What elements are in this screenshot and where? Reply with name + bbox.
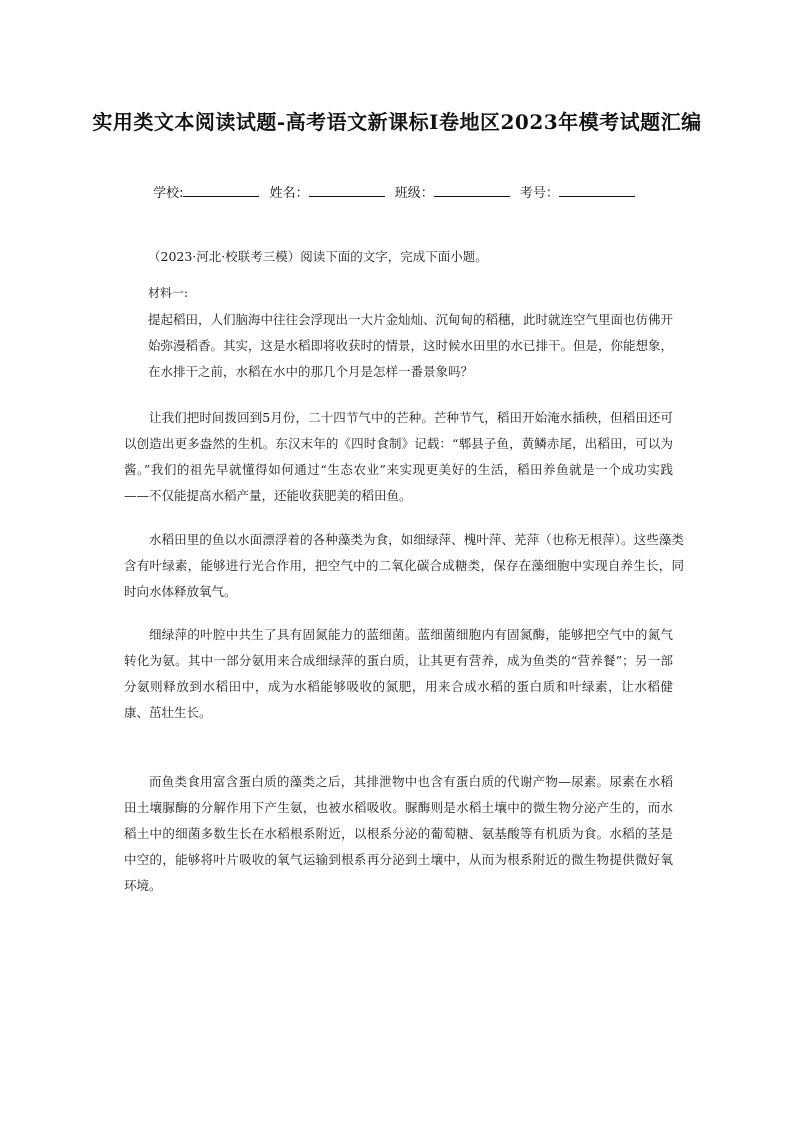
question-intro: （2023·河北·校联考三模）阅读下面的文字，完成下面小题。 xyxy=(148,249,488,264)
exam-number-label: 考号： xyxy=(519,186,559,201)
student-info-line xyxy=(0,182,794,201)
name-blank[interactable] xyxy=(309,184,385,197)
page-title: 实用类文本阅读试题-高考语文新课标Ⅰ卷地区2023年模考试题汇编 xyxy=(92,110,702,134)
paragraph-4: 细绿萍的叶腔中共生了具有固氮能力的蓝细菌。蓝细菌细胞内有固氮酶，能够把空气中的氮气转化为氨。其中一部分氨用来合成细绿萍的蛋白质，让其更有营养，成为鱼类的“营养餐”；另一部分氨则释放到水稻田中，成为水稻能够吸收的氮肥，用来合成水稻的蛋白质和叶绿素，让水稻健康、茁壮生长。 xyxy=(124,627,673,720)
school-blank[interactable] xyxy=(183,184,259,197)
class-label: 班级： xyxy=(394,186,434,201)
paragraph-1: 提起稻田，人们脑海中往往会浮现出一大片金灿灿、沉甸甸的稻穗，此时就连空气里面也仿佛开始弥漫稻香。其实，这是水稻即将收获时的情景，这时候水田里的水已排干。但是，你能想象，在水排干之前，水稻在水中的那几个月是怎样一番景象吗？ xyxy=(148,312,674,379)
paragraph-5: 而鱼类食用富含蛋白质的藻类之后，其排泄物中也含有蛋白质的代谢产物—尿素。尿素在水稻田土壤脲酶的分解作用下产生氨，也被水稻吸收。脲酶则是水稻土壤中的微生物分泌产生的，而水稻土中的细菌多数生长在水稻根系附近，以根系分泌的葡萄糖、氨基酸等有机质为食。水稻的茎是中空的，能够将叶片吸收的氧气运输到根系再分泌到土壤中，从而为根系附近的微生物提供微好氧环境。 xyxy=(124,774,673,893)
school-label: 学校: xyxy=(153,186,184,201)
exam-number-blank[interactable] xyxy=(559,184,635,197)
paragraph-2: 让我们把时间拨回到5月份，二十四节气中的芒种。芒种节气，稻田开始淹水插秧，但稻田还可以创造出更多盎然的生机。东汉末年的《四时食制》记载：“郫县子鱼，黄鳞赤尾，出稻田，可以为酱。”我们的祖先早就懂得如何通过“生态农业”来实现更美好的生活，稻田养鱼就是一个成功实践——不仅能提高水稻产量，还能收获肥美的稻田鱼。 xyxy=(124,410,673,503)
class-blank[interactable] xyxy=(434,184,510,197)
name-label: 姓名： xyxy=(269,186,309,201)
material-label: 材料一: xyxy=(148,286,189,300)
paragraph-3: 水稻田里的鱼以水面漂浮着的各种藻类为食，如细绿萍、槐叶萍、芜萍（也称无根萍）。这些藻类含有叶绿素，能够进行光合作用，把空气中的二氧化碳合成糖类，保存在藻细胞中实现自养生长，同时向水体释放氧气。 xyxy=(124,532,684,599)
